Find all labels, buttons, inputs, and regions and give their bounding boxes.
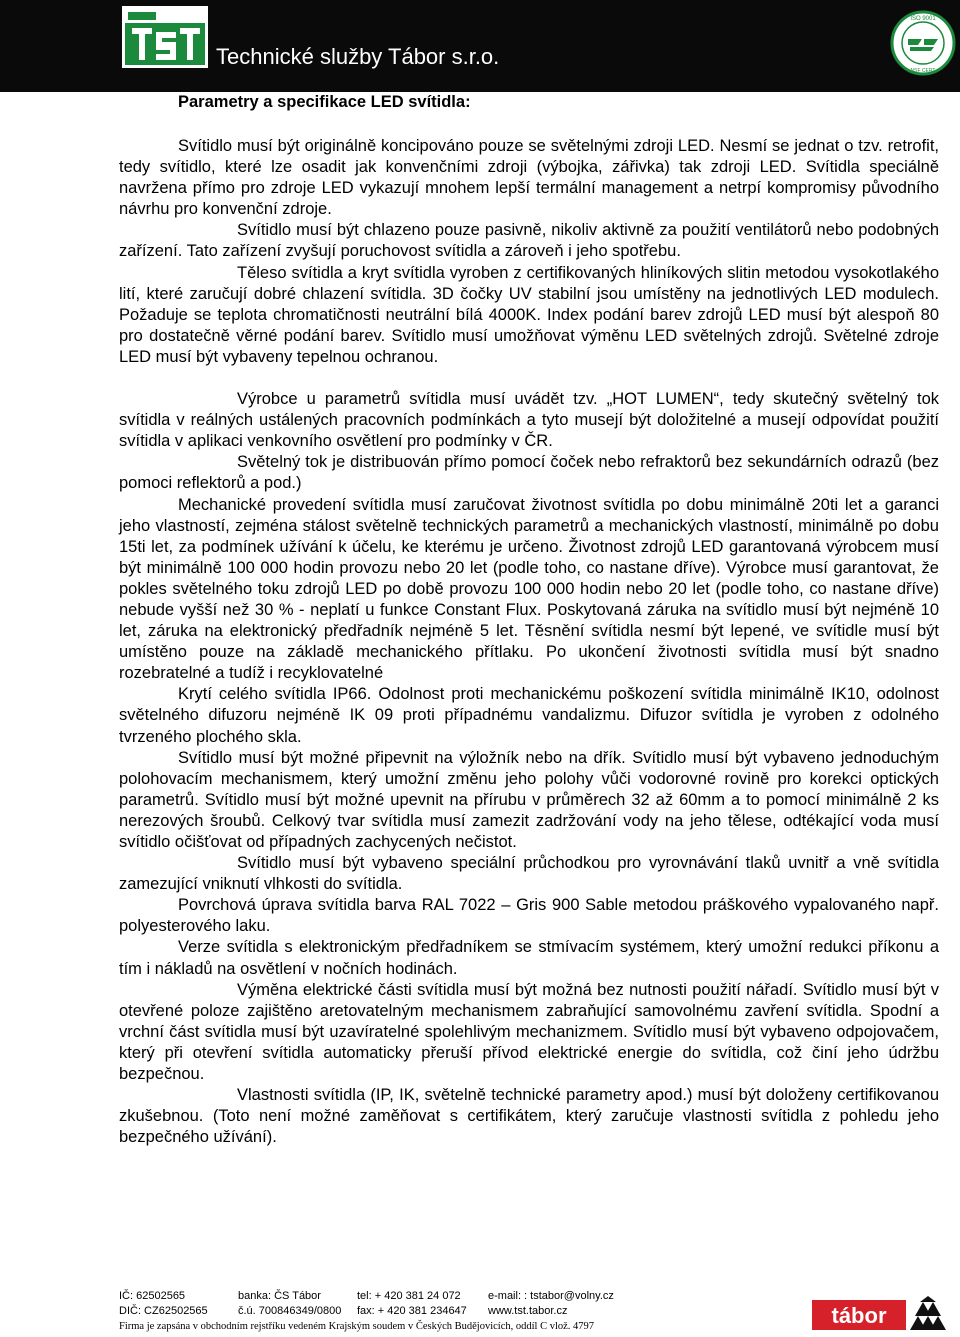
svg-text:NSF CERT: NSF CERT: [910, 68, 936, 74]
footer-ic: IČ: 62502565: [119, 1290, 186, 1302]
paragraph: Těleso svítidla a kryt svítidla vyroben z certifikovaných hliníkových slitin metodou vysokotlakého lití, které zaručují dobré chlazení svítidla. 3D čočky UV stabilní jsou umístěny na jednotlivých LED modulech. Požaduje se teplota chromatičnosti neutrální bílá 4000K. Index podání barev zdrojů LED musí být alespoň 80 pro dostatečně věrné podání barev. Svítidlo musí umožňovat výměnu LED světelných zdrojů. Světelné zdroje LED musí být vybaveny tepelnou ochranou.: [119, 263, 939, 366]
section-title: Parametry a specifikace LED svítidla:: [178, 93, 471, 111]
paragraph: Mechanické provedení svítidla musí zaručovat životnost svítidla po dobu minimálně 20ti let a garanci jeho vlastností, zejména stálost světelně technických parametrů a mechanických vlastností, minimálně po dobu 15ti let, za podmínek užívání k účelu, ke kterému je určeno. Životnost zdrojů LED garantovaná výrobcem musí být minimálně 100 000 hodin provozu nebo 20 let (podle toho, co nastane dříve). Výrobce musí garantovat, že pokles světelného toku zdrojů LED po době provozu 100 000 hodin nebo 20 let (podle toho, co nastane dříve) nebude vyšší než 30 % - neplatí u funkce Constant Flux. Poskytovaná záruka na svítidlo musí být nejméně 10 let, záruka na elektronický předřadník nejméně 5 let. Těsnění svítidla nesmí být lepené, ve svítidle musí být umístěno pouze na základě mechanického přítlaku. Po ukončení životnosti svítidla musí být snadno rozebratelné a tudíž i recyklovatelné: [119, 495, 939, 683]
iso-certification-seal-icon: [890, 6, 956, 80]
paragraph: Výměna elektrické části svítidla musí být možná bez nutnosti použití nářadí. Svítidlo musí být v otevřené poloze zajištěno aretovatelným mechanismem zabraňující samovolnému zavření svítidla. Spodní a vrchní část svítidla musí být uzavíratelné spolehlivým mechanizmem. Svítidlo musí být vybaveno odpojovačem, který při otevření svítidla automaticky přeruší přívod elektrické energie do svítidla, což činí jeho údržbu bezpečnou.: [119, 980, 939, 1084]
tst-logo: [122, 6, 208, 68]
footer-phone: tel: + 420 381 24 072: [357, 1290, 461, 1302]
paragraph: Svítidlo musí být originálně koncipováno pouze se světelnými zdroji LED. Nesmí se jednat o tzv. retrofit, tedy svítidlo, které lze osadit jak konvenčními zdroji (výbojka, zářivka) tak zdroji LED. Svítidla speciálně navržena přímo pro zdroje LED vykazují mnohem lepší termální management a netrpí kompromisy původního návrhu pro konvenční zdroje.: [119, 137, 939, 219]
tabor-city-logo: [812, 1296, 956, 1334]
footer-account: č.ú. 700846349/0800: [238, 1305, 342, 1317]
specification-body: [119, 136, 939, 1148]
footer-web: www.tst.tabor.cz: [488, 1305, 568, 1317]
paragraph: Svítidlo musí být možné připevnit na výložník nebo na dřík. Svítidlo musí být vybaveno jednoduchým polohovacím mechanismem, který umožní změnu jeho polohy vůči vodorovné rovině pro korekci optických parametrů. Svítidlo musí být možné upevnit na přírubu v průměrech 32 až 60mm a to pomocí minimálně 2 ks nerezových šroubů. Celkový tvar svítidla musí zamezit zadržování vody na jeho tělese, odtékající voda musí svítidlo očišťovat od případných zachycených nečistot.: [119, 748, 939, 851]
paragraph: Svítidlo musí být vybaveno speciální průchodkou pro vyrovnávání tlaků uvnitř a vně svítidla zamezující vniknutí vlhkosti do svítidla.: [119, 854, 939, 894]
svg-text:tábor: tábor: [831, 1303, 887, 1328]
footer-registration: Firma je zapsána v obchodním rejstříku vedeném Krajským soudem v Českých Budějovicích, oddíl C vlož. 4797: [119, 1321, 595, 1332]
paragraph: Svítidlo musí být chlazeno pouze pasivně, nikoliv aktivně za použití ventilátorů nebo podobných zařízení. Tato zařízení zvyšují poruchovost svítidla a zároveň i jeho spotřebu.: [119, 221, 939, 261]
paragraph: Světelný tok je distribuován přímo pomocí čoček nebo refraktorů bez sekundárních odrazů (bez pomoci reflektorů a pod.): [119, 453, 939, 493]
paragraph: Vlastnosti svítidla (IP, IK, světelně technické parametry apod.) musí být doloženy certifikovanou zkušebnou. (Toto není možné zaměňovat s certifikátem, který zaručuje vlastnosti svítidla z pohledu jeho bezpečného užívání).: [119, 1086, 939, 1147]
paragraph: Výrobce u parametrů svítidla musí uvádět tzv. „HOT LUMEN“, tedy skutečný světelný tok svítidla v reálných ustálených pracovních podmínkách a tyto musejí být doložitelné a musejí odpovídat použití svítidla v aplikaci venkovního osvětlení pro podmínky v ČR.: [119, 390, 939, 451]
company-name: Technické služby Tábor s.r.o.: [216, 44, 500, 69]
paragraph: Verze svítidla s elektronickým předřadníkem se stmívacím systémem, který umožní redukci příkonu a tím i nákladů na osvětlení v nočních hodinách.: [119, 938, 939, 978]
footer-bank: banka: ČS Tábor: [238, 1290, 321, 1302]
paragraph: Povrchová úprava svítidla barva RAL 7022 – Gris 900 Sable metodou práškového vypalovaného např. polyesterového laku.: [119, 896, 939, 936]
svg-text:ISO 9001: ISO 9001: [910, 16, 936, 22]
footer-email: e-mail: : tstabor@volny.cz: [488, 1290, 614, 1302]
footer-dic: DIČ: CZ62502565: [119, 1305, 208, 1317]
letterhead-banner: [0, 0, 960, 92]
paragraph: Krytí celého svítidla IP66. Odolnost proti mechanickému poškození svítidla minimálně IK10, odolnost světelného difuzoru nejméně IK 09 proti případnému vandalizmu. Difuzor svítidla je vyroben z odolného tvrzeného plochého skla.: [119, 685, 939, 746]
footer-fax: fax: + 420 381 234647: [357, 1305, 467, 1317]
